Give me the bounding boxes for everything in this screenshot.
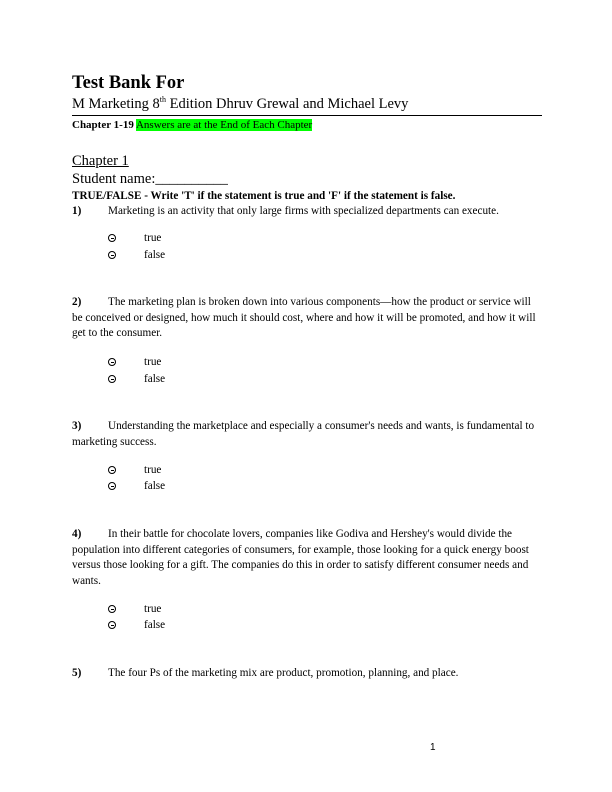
option-label: true	[144, 232, 162, 244]
question-number: 3)	[72, 420, 82, 432]
subtitle-text: M Marketing 8	[72, 96, 160, 112]
option-label: false	[144, 619, 166, 631]
chapter-range: Chapter 1-19	[72, 119, 134, 131]
question-number: 4)	[72, 528, 82, 540]
section-instructions: TRUE/FALSE - Write 'T' if the statement is true and 'F' if the statement is false.	[72, 190, 456, 202]
radio-button-icon[interactable]	[108, 605, 116, 613]
book-subtitle	[72, 95, 408, 113]
question-number: 1)	[72, 205, 82, 217]
option-true[interactable]	[108, 602, 161, 616]
radio-button-icon[interactable]	[108, 358, 116, 366]
radio-button-icon[interactable]	[108, 234, 116, 242]
question-3	[72, 419, 542, 450]
radio-button-icon[interactable]	[108, 482, 116, 490]
option-true[interactable]	[108, 231, 161, 245]
option-false[interactable]	[108, 479, 165, 493]
radio-button-icon[interactable]	[108, 466, 116, 474]
question-1	[72, 204, 542, 220]
option-label: true	[144, 464, 162, 476]
radio-button-icon[interactable]	[108, 375, 116, 383]
header-rule	[72, 115, 542, 116]
question-2	[72, 295, 542, 342]
question-text: Marketing is an activity that only large firms with specialized departments can execute.	[108, 205, 499, 217]
option-true[interactable]	[108, 355, 161, 369]
document-title: Test Bank For	[72, 73, 185, 93]
option-label: false	[144, 480, 166, 492]
student-name-field: Student name:__________	[72, 171, 228, 187]
question-5	[72, 666, 542, 682]
answers-note: Answers are at the End of Each Chapter	[135, 119, 313, 131]
option-false[interactable]	[108, 618, 165, 632]
option-false[interactable]	[108, 372, 165, 386]
option-false[interactable]	[108, 248, 165, 262]
option-label: false	[144, 249, 166, 261]
question-text: The four Ps of the marketing mix are product, promotion, planning, and place.	[108, 667, 459, 679]
question-number: 5)	[72, 667, 82, 679]
edition-superscript: th	[159, 95, 167, 104]
subtitle-authors: Edition Dhruv Grewal and Michael Levy	[166, 96, 409, 112]
radio-button-icon[interactable]	[108, 251, 116, 259]
question-text: Understanding the marketplace and especially a consumer's needs and wants, is fundamental to marketing success.	[72, 420, 535, 448]
option-label: false	[144, 373, 166, 385]
chapter-heading: Chapter 1	[72, 153, 129, 169]
radio-button-icon[interactable]	[108, 621, 116, 629]
question-4	[72, 527, 542, 590]
option-label: true	[144, 603, 162, 615]
page-number: 1	[430, 742, 436, 753]
option-label: true	[144, 356, 162, 368]
question-text: The marketing plan is broken down into various components—how the product or service will be conceived or designed, how much it should cost, where and how it will be promoted, and how it will get to the consumer.	[72, 296, 536, 340]
option-true[interactable]	[108, 463, 161, 477]
chapter-range-line	[72, 118, 312, 132]
question-number: 2)	[72, 296, 82, 308]
question-text: In their battle for chocolate lovers, companies like Godiva and Hershey's would divide the population into different categories of consumers, for example, those looking for a quick energy boost versus those looking for a gift. The companies do this in order to satisfy different consumer needs and wants.	[72, 528, 529, 588]
